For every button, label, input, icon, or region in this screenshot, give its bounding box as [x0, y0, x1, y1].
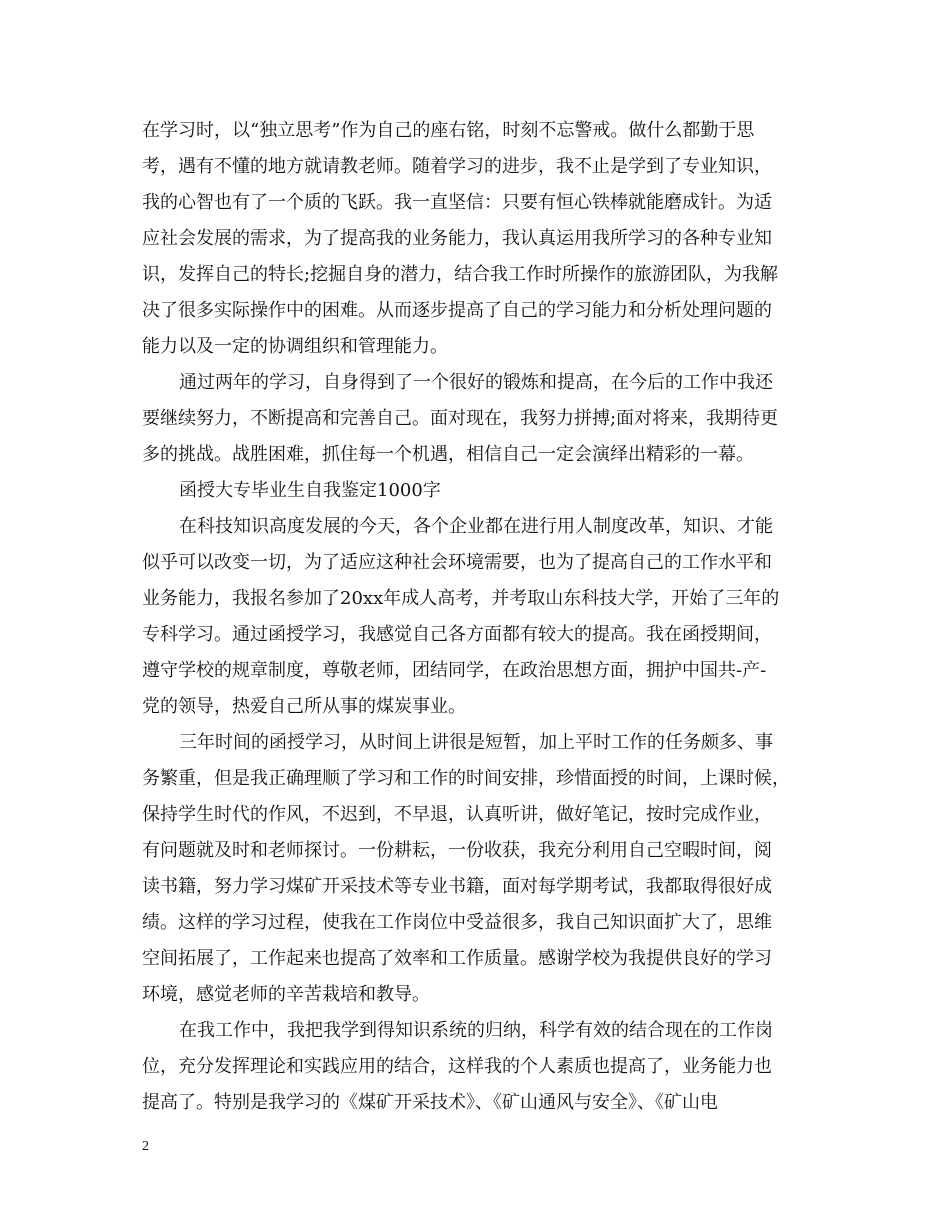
text-line: 决了很多实际操作中的困难。从而逐步提高了自己的学习能力和分析处理问题的 — [142, 300, 772, 321]
text-line: 务繁重，但是我正确理顺了学习和工作的时间安排，珍惜面授的时间，上课时候， — [142, 768, 790, 789]
text-line: 党的领导，热爱自己所从事的煤炭事业。 — [142, 696, 466, 717]
text-line: 有问题就及时和老师探讨。一份耕耘，一份收获，我充分利用自己空暇时间，阅 — [142, 840, 772, 861]
text-line: 读书籍，努力学习煤矿开采技术等专业书籍，面对每学期考试，我都取得很好成 — [142, 876, 772, 897]
text-line: 似乎可以改变一切，为了适应这种社会环境需要，也为了提高自己的工作水平和 — [142, 552, 772, 573]
paragraph-first-line: 通过两年的学习，自身得到了一个很好的锻炼和提高，在今后的工作中我还 — [179, 372, 773, 393]
text-line: 多的挑战。战胜困难，抓住每一个机遇，相信自己一定会演绎出精彩的一幕。 — [142, 444, 754, 465]
paragraph-first-line: 在我工作中，我把我学到得知识系统的归纳，科学有效的结合现在的工作岗 — [179, 1020, 773, 1041]
text-line: 应社会发展的需求，为了提高我的业务能力，我认真运用我所学习的各种专业知 — [142, 228, 772, 249]
text-line: 保持学生时代的作风，不迟到，不早退，认真听讲，做好笔记，按时完成作业， — [142, 804, 772, 825]
text-line: 要继续努力，不断提高和完善自己。面对现在，我努力拼搏;面对将来，我期待更 — [142, 408, 779, 429]
text-line: 识，发挥自己的特长;挖掘自身的潜力，结合我工作时所操作的旅游团队，为我解 — [142, 264, 779, 285]
text-line: 空间拓展了，工作起来也提高了效率和工作质量。感谢学校为我提供良好的学习 — [142, 948, 772, 969]
text-line: 遵守学校的规章制度，尊敬老师，团结同学，在政治思想方面，拥护中国共-产- — [142, 660, 767, 681]
page-number: 2 — [142, 1139, 149, 1154]
text-line: 绩。这样的学习过程，使我在工作岗位中受益很多，我自己知识面扩大了，思维 — [142, 912, 772, 933]
paragraph-first-line: 三年时间的函授学习，从时间上讲很是短暂，加上平时工作的任务颇多、事 — [179, 732, 773, 753]
text-line: 业务能力，我报名参加了20xx年成人高考，并考取山东科技大学，开始了三年的 — [142, 588, 780, 609]
text-line: 专科学习。通过函授学习，我感觉自己各方面都有较大的提高。我在函授期间， — [142, 624, 772, 645]
section-title: 函授大专毕业生自我鉴定1000字 — [179, 480, 441, 501]
text-line: 在学习时，以“独立思考”作为自己的座右铭，时刻不忘警戒。做什么都勤于思 — [142, 120, 755, 141]
text-line: 提高了。特别是我学习的《煤矿开采技术》、《矿山通风与安全》、《矿山电 — [142, 1092, 718, 1113]
document-body — [142, 113, 822, 1121]
text-line: 位，充分发挥理论和实践应用的结合，这样我的个人素质也提高了，业务能力也 — [142, 1056, 772, 1077]
text-line: 环境，感觉老师的辛苦栽培和教导。 — [142, 984, 430, 1005]
paragraph-first-line: 在科技知识高度发展的今天，各个企业都在进行用人制度改革，知识、才能 — [179, 516, 773, 537]
text-line: 我的心智也有了一个质的飞跃。我一直坚信：只要有恒心铁棒就能磨成针。为适 — [142, 192, 772, 213]
text-line: 考，遇有不懂的地方就请教老师。随着学习的进步，我不止是学到了专业知识， — [142, 156, 772, 177]
text-line: 能力以及一定的协调组织和管理能力。 — [142, 336, 448, 357]
